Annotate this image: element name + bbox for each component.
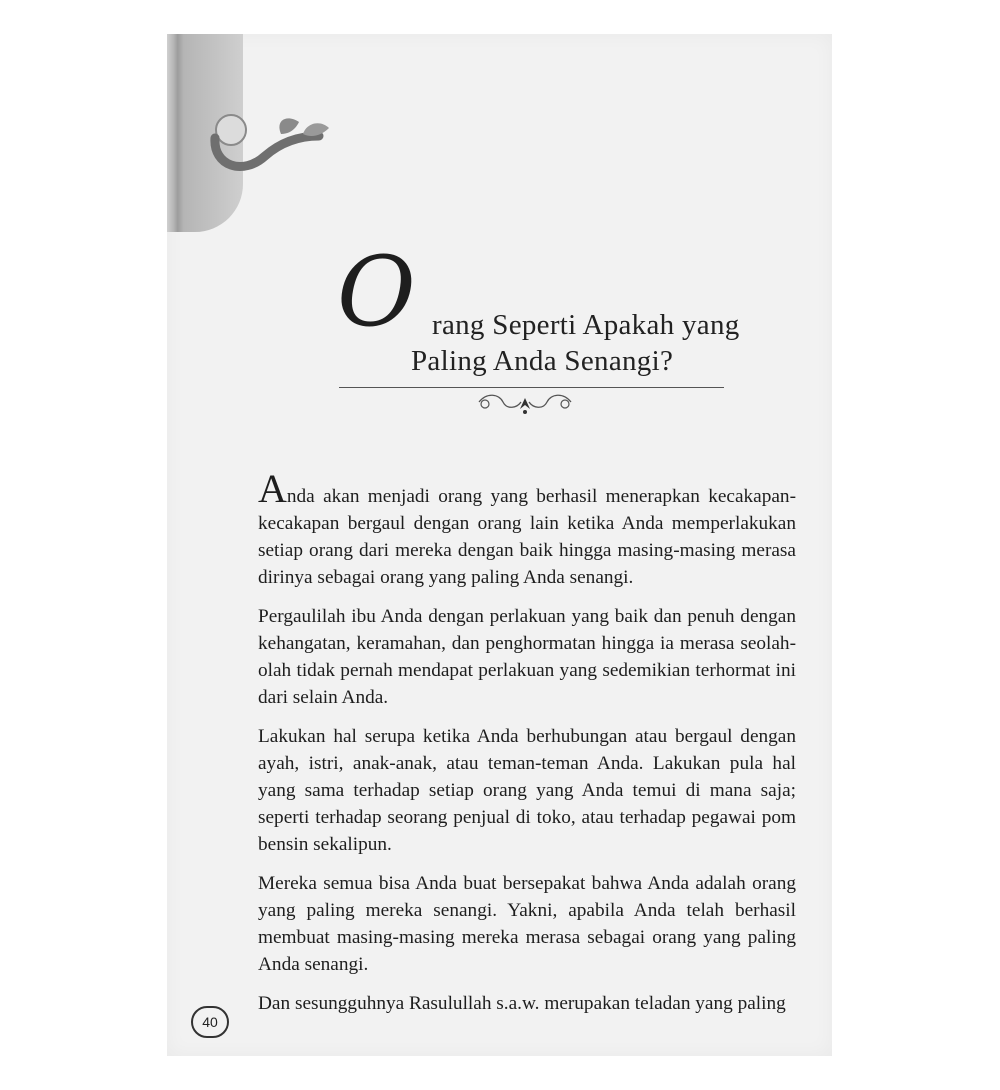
paragraph-4: Mereka semua bisa Anda buat bersepakat bahwa Anda adalah orang yang paling mereka senangi. Yakni, apabila Anda telah berhasil membuat masing-masing mereka merasa sebagai orang yang paling Anda senangi. (258, 873, 796, 975)
title-line-2: Paling Anda Senangi? (411, 345, 674, 377)
plant-sprout-icon (203, 108, 333, 188)
title-line-1: rang Seperti Apakah yang (432, 309, 740, 341)
page-number: 40 (191, 1006, 229, 1038)
paragraph-2: Pergaulilah ibu Anda dengan perlakuan yang baik dan penuh dengan kehangatan, keramahan, dan penghormatan hingga ia merasa seolah-olah tidak pernah mendapat perlakuan yang sedemikian terhormat ini dari selain Anda. (258, 606, 796, 708)
book-page (167, 34, 832, 1056)
paragraph-5: Dan sesungguhnya Rasulullah s.a.w. merupakan teladan yang paling (258, 993, 786, 1014)
paragraph-3: Lakukan hal serupa ketika Anda berhubungan atau bergaul dengan ayah, istri, anak-anak, atau teman-teman Anda. Lakukan pula hal yang sama terhadap setiap orang yang Anda temui di mana saja; seperti terhadap seorang penjual di toko, atau terhadap pegawai pom bensin sekalipun. (258, 726, 796, 855)
paragraph-1 (258, 466, 796, 591)
paragraph-1-text: nda akan menjadi orang yang berhasil menerapkan kecakapan-kecakapan bergaul dengan orang lain ketika Anda memperlakukan setiap orang dari mereka dengan baik hingga masing-masing merasa dirinya sebagai orang yang paling Anda senangi. (258, 486, 796, 588)
body-text (258, 466, 796, 1029)
paragraph-1-initial: A (258, 466, 287, 511)
title-divider (339, 387, 724, 388)
title-drop-letter: O (337, 236, 416, 348)
floral-ornament-icon (473, 390, 577, 418)
